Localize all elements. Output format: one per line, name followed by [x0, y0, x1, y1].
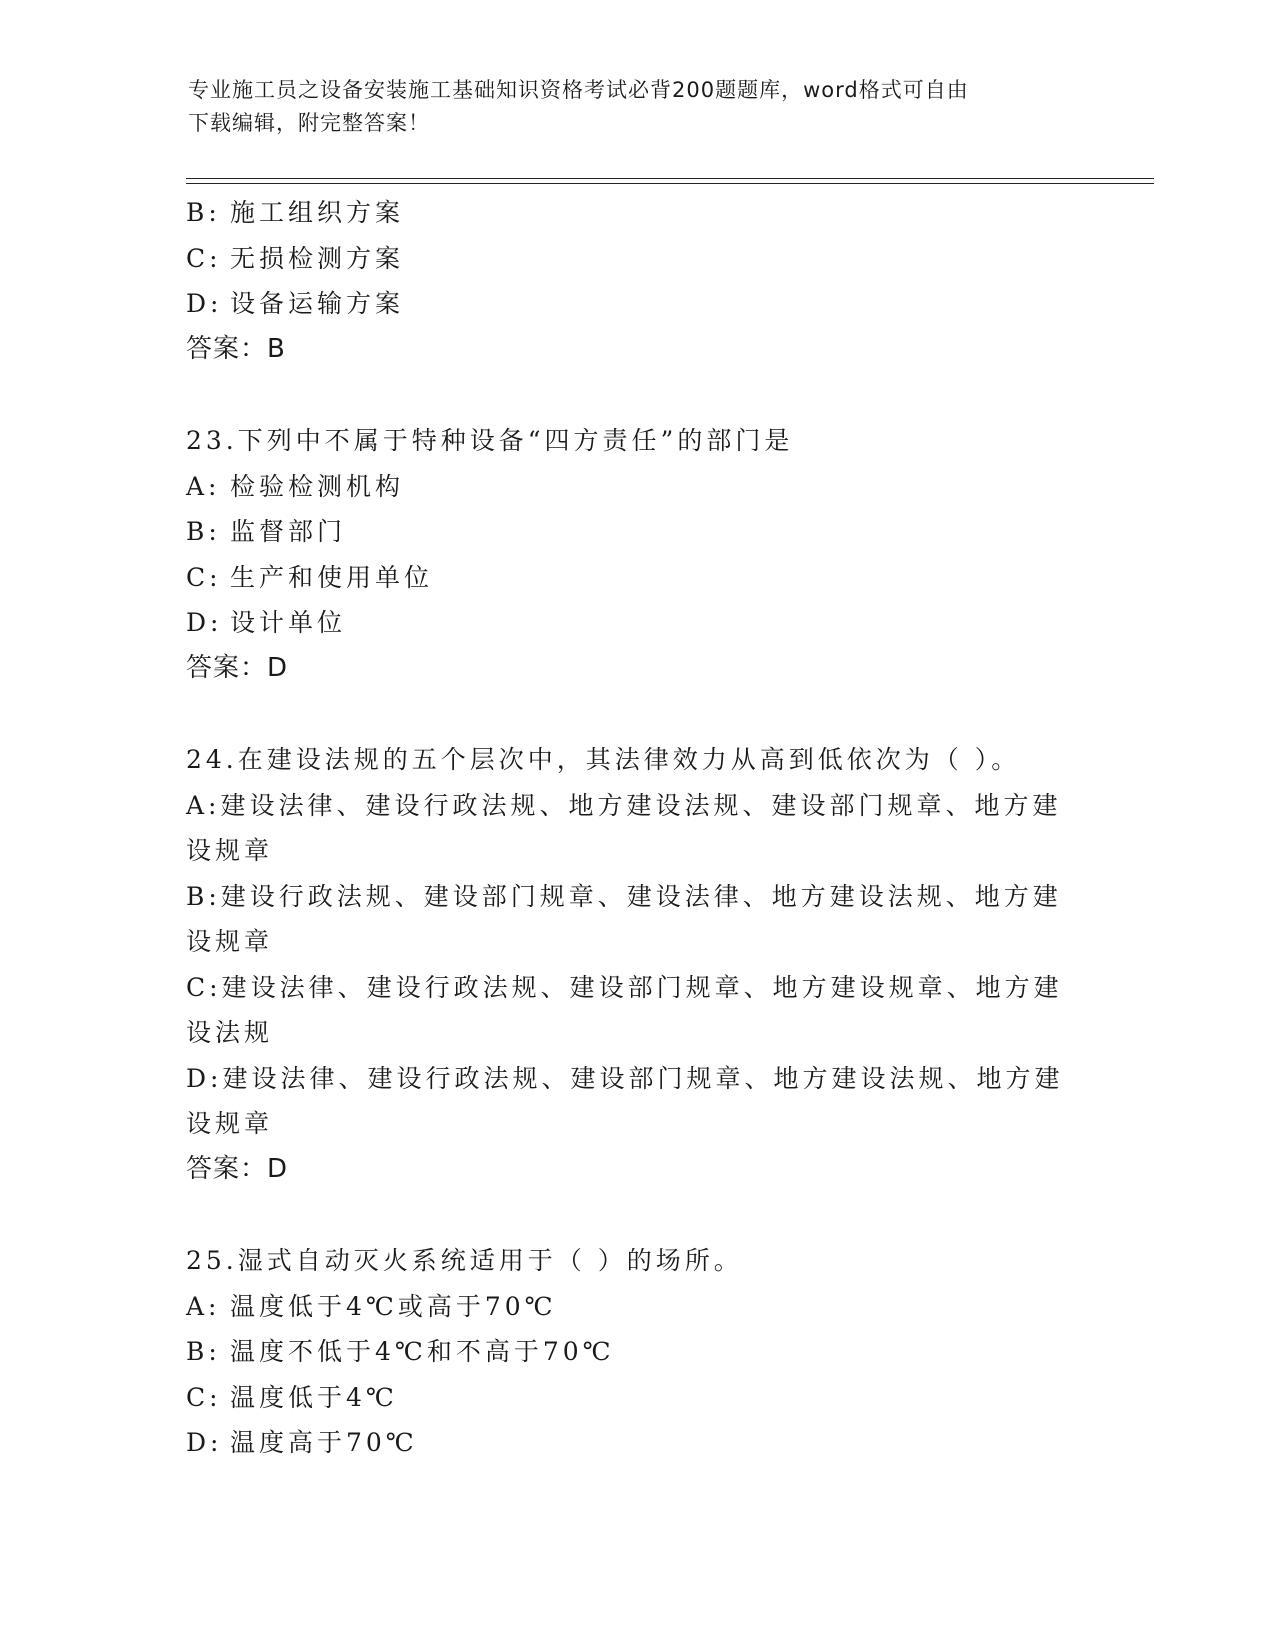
option-letter: C: — [186, 1382, 222, 1412]
option-text: 设备运输方案 — [230, 289, 405, 318]
option-c — [186, 555, 1086, 601]
spacer — [186, 691, 1086, 737]
question-23 — [186, 418, 1086, 691]
option-letter: A: — [186, 790, 221, 820]
question-24 — [186, 737, 1086, 1192]
option-text: 温度高于70℃ — [230, 1428, 418, 1457]
option-letter: B: — [186, 517, 221, 546]
spacer — [186, 372, 1086, 418]
option-d — [186, 1056, 1086, 1147]
option-text: 无损检测方案 — [230, 243, 405, 273]
question-stem: 23.下列中不属于特种设备“四方责任”的部门是 — [186, 426, 794, 455]
option-letter: D: — [186, 1063, 223, 1093]
option-letter: D: — [186, 608, 223, 637]
option-text: 施工组织方案 — [230, 198, 405, 227]
option-text: 监督部门 — [230, 517, 347, 546]
page-header — [188, 74, 1068, 140]
option-letter: B: — [186, 881, 221, 911]
question-stem: 25.湿式自动灭火系统适用于（ ）的场所。 — [186, 1246, 743, 1275]
answer-line: 答案：D — [186, 652, 289, 683]
option-letter: C: — [186, 562, 222, 592]
option-a — [186, 783, 1086, 874]
header-title-line1: 专业施工员之设备安装施工基础知识资格考试必背200题题库，word格式可自由 — [188, 78, 969, 102]
header-title-line2: 下载编辑，附完整答案！ — [188, 111, 430, 135]
option-text: 温度低于4℃或高于70℃ — [230, 1291, 557, 1321]
option-c — [186, 965, 1086, 1056]
option-letter: D: — [186, 1428, 223, 1457]
option-d — [186, 281, 1086, 327]
option-text: 建设法律、建设行政法规、地方建设法规、建设部门规章、地方建设规章 — [186, 790, 1062, 865]
option-c — [186, 1375, 1086, 1421]
option-a — [186, 464, 1086, 510]
question-25 — [186, 1238, 1086, 1466]
option-d — [186, 600, 1086, 646]
question-content — [186, 190, 1086, 1466]
option-text: 生产和使用单位 — [230, 562, 434, 592]
option-text: 建设法律、建设行政法规、建设部门规章、地方建设法规、地方建设规章 — [186, 1063, 1064, 1138]
option-text: 检验检测机构 — [230, 471, 405, 501]
option-b — [186, 874, 1086, 965]
option-text: 建设行政法规、建设部门规章、建设法律、地方建设法规、地方建设规章 — [186, 881, 1062, 956]
option-letter: D: — [186, 289, 223, 318]
spacer — [186, 1192, 1086, 1238]
option-c — [186, 236, 1086, 282]
option-text: 温度不低于4℃和不高于70℃ — [230, 1337, 615, 1366]
question-22-continued — [186, 190, 1086, 372]
option-letter: C: — [186, 972, 222, 1002]
question-stem: 24.在建设法规的五个层次中，其法律效力从高到低依次为（ ）。 — [186, 745, 1021, 774]
option-letter: A: — [186, 471, 221, 501]
option-text: 建设法律、建设行政法规、建设部门规章、地方建设规章、地方建设法规 — [186, 972, 1063, 1047]
option-letter: B: — [186, 198, 221, 227]
option-letter: A: — [186, 1291, 221, 1321]
answer-line: 答案：D — [186, 1153, 289, 1184]
option-letter: C: — [186, 243, 222, 273]
option-b — [186, 509, 1086, 555]
option-b — [186, 190, 1086, 236]
answer-line: 答案：B — [186, 333, 286, 364]
option-d — [186, 1420, 1086, 1466]
option-b — [186, 1329, 1086, 1375]
option-letter: B: — [186, 1337, 221, 1366]
header-divider — [186, 178, 1154, 184]
option-text: 设计单位 — [230, 608, 347, 637]
option-a — [186, 1284, 1086, 1330]
option-text: 温度低于4℃ — [230, 1382, 398, 1412]
